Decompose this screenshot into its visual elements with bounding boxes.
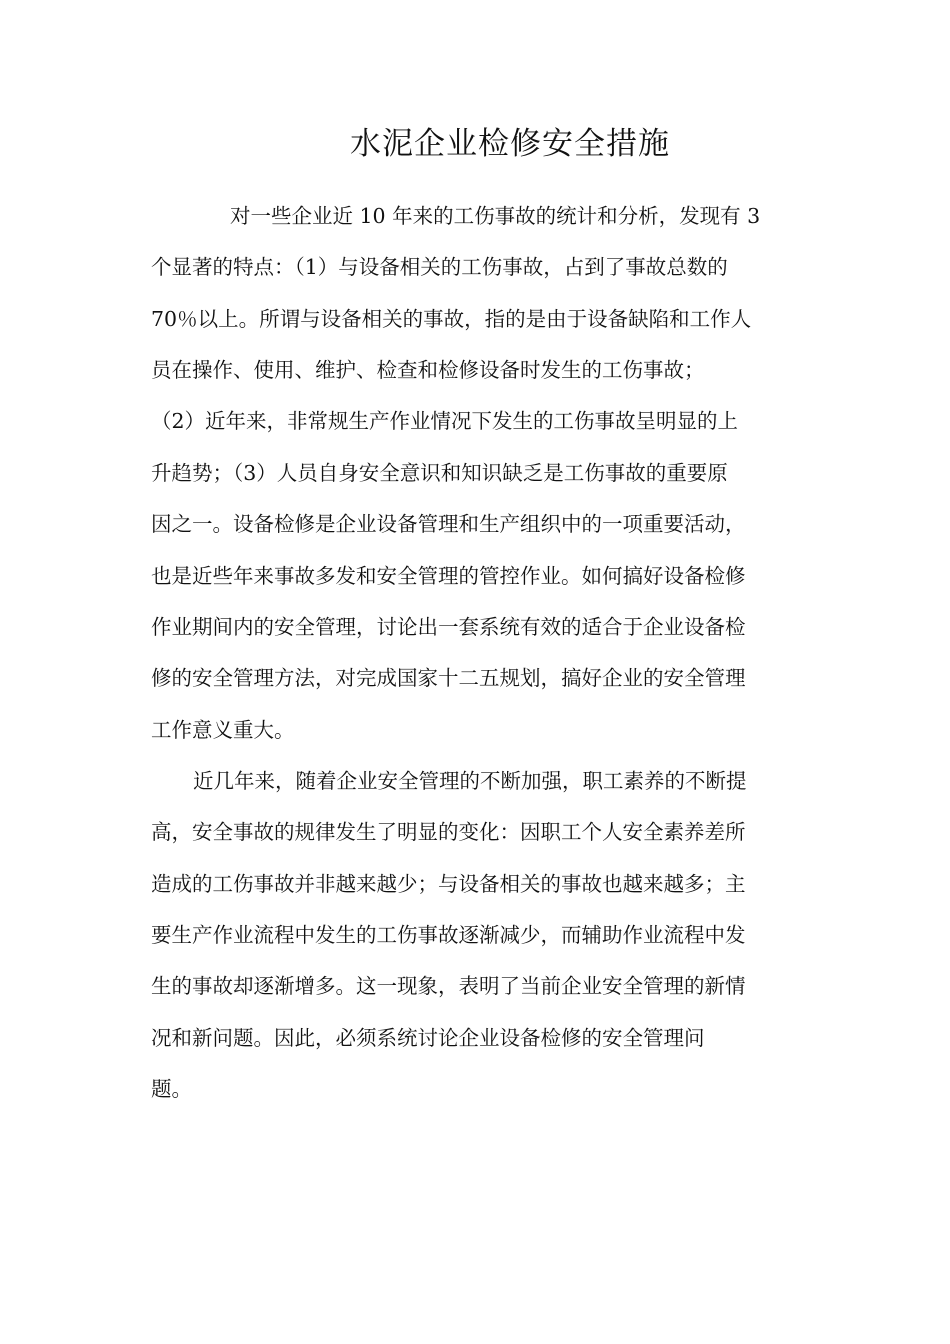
paragraph-line: 个显著的特点：（1）与设备相关的工伤事故，占到了事故总数的 — [151, 255, 728, 279]
paragraph-line: 修的安全管理方法，对完成国家十二五规划，搞好企业的安全管理 — [151, 666, 746, 690]
paragraph-line: 况和新问题。因此，必须系统讨论企业设备检修的安全管理问 — [151, 1026, 705, 1050]
paragraph-line: 高，安全事故的规律发生了明显的变化：因职工个人安全素养差所 — [151, 820, 746, 844]
paragraph-line: 对一些企业近 10 年来的工伤事故的统计和分析，发现有 3 — [230, 204, 761, 228]
paragraph-line: 要生产作业流程中发生的工伤事故逐渐减少，而辅助作业流程中发 — [151, 923, 746, 947]
document-title: 水泥企业检修安全措施 — [350, 126, 670, 162]
paragraph-line: 员在操作、使用、维护、检查和检修设备时发生的工伤事故； — [151, 358, 705, 382]
paragraph-line: 升趋势；（3）人员自身安全意识和知识缺乏是工伤事故的重要原 — [151, 461, 728, 485]
paragraph-line: 也是近些年来事故多发和安全管理的管控作业。如何搞好设备检修 — [151, 564, 746, 588]
paragraph-line: 造成的工伤事故并非越来越少；与设备相关的事故也越来越多；主 — [151, 872, 746, 896]
paragraph-line: 生的事故却逐渐增多。这一现象，表明了当前企业安全管理的新情 — [151, 974, 746, 998]
paragraph-line: 工作意义重大。 — [151, 718, 295, 742]
paragraph-line: 因之一。设备检修是企业设备管理和生产组织中的一项重要活动， — [151, 512, 746, 536]
paragraph-line: （2）近年来，非常规生产作业情况下发生的工伤事故呈明显的上 — [151, 409, 739, 433]
paragraph-line: 作业期间内的安全管理，讨论出一套系统有效的适合于企业设备检 — [151, 615, 746, 639]
paragraph-line: 70％以上。所谓与设备相关的事故，指的是由于设备缺陷和工作人 — [151, 307, 752, 331]
paragraph-line: 题。 — [151, 1077, 192, 1101]
paragraph-line: 近几年来，随着企业安全管理的不断加强，职工素养的不断提 — [193, 769, 747, 793]
